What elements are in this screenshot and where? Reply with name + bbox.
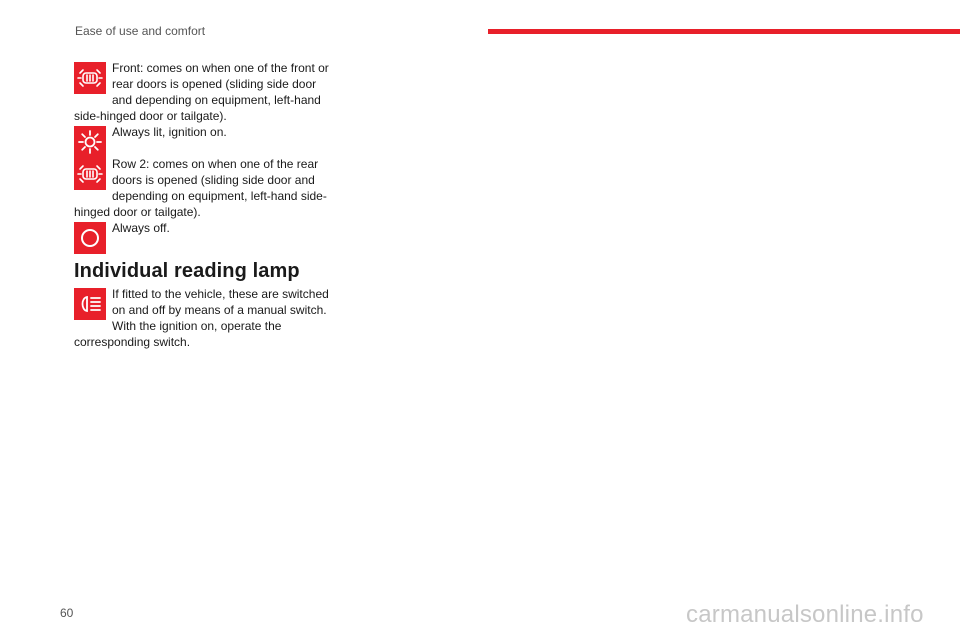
page-number: 60 [60, 606, 74, 620]
entry-text: If fitted to the vehicle, these are switched on and off by means of a manual switch. With the ignition on, operate the corresponding switch. [74, 287, 329, 349]
lamp-setting-entry-always-lit [74, 124, 336, 158]
door-lamp-icon [74, 158, 106, 190]
lamp-setting-entry-always-off [74, 220, 336, 254]
watermark: carmanualsonline.info [686, 601, 924, 628]
lamp-setting-entry-row2 [74, 156, 336, 220]
reading-lamp-icon [74, 288, 106, 320]
door-lamp-icon [74, 62, 106, 94]
lamp-setting-entry-front [74, 60, 336, 124]
entry-text: Always lit, ignition on. [112, 125, 227, 139]
entry-text: Always off. [112, 221, 170, 235]
entry-text: Row 2: comes on when one of the rear doors is opened (sliding side door and depending on equipment, left-hand side-hinged door or tailgate). [74, 157, 327, 219]
header-accent-bar [488, 29, 960, 34]
reading-lamp-entry [74, 286, 336, 350]
lamp-off-icon [74, 222, 106, 254]
section-title: Ease of use and comfort [75, 24, 206, 38]
section-heading: Individual reading lamp [74, 260, 300, 282]
entry-text: Front: comes on when one of the front or rear doors is opened (sliding side door and depending on equipment, left-hand side-hinged door or tailgate). [74, 61, 329, 123]
lamp-on-icon [74, 126, 106, 158]
